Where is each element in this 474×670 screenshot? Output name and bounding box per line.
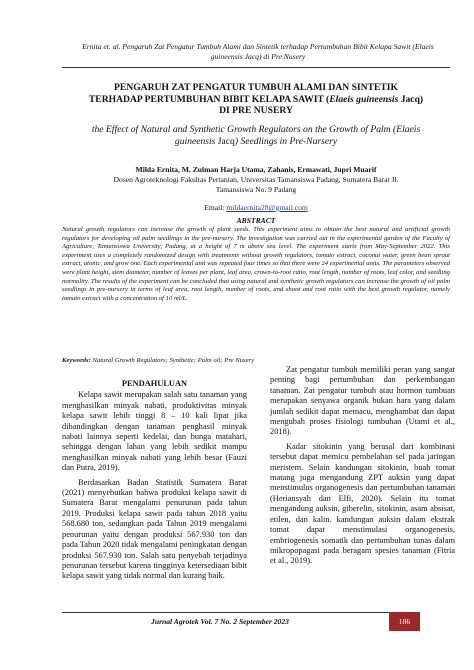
footer-journal: Jurnal Agrotek Vol. 7 No. 2 September 2023 bbox=[151, 617, 289, 626]
paper-title bbox=[58, 82, 454, 117]
title-species: Elaeis guineensis bbox=[329, 93, 399, 105]
section-heading: PENDAHULUAN bbox=[121, 379, 188, 388]
paragraph: Berdasarkan Badan Statistik Sumatera Barat (2021) menyebutkan bahwa produksi kelapa sawit di Sumatera Barat mengalami penurunan pada tahun 2019. Produksi kelapa sawit pada tahun 2018 yaitu 568.680 ton, sedangkan pada Tahun 2019 mengalami penurunan yaitu dengan produksi 567.930 ton dan pada Tahun 2020 tidak mengalami peningkatan dengan produksi 567.930 ton. Salah satu penyebab terjadinya penurunan tersebut karena tingginya ketersediaan bibit kelapa sawit yang tidak normal dan kurang baik. bbox=[62, 477, 247, 581]
title-line-3: DI PRE NUSERY bbox=[219, 105, 293, 116]
footer-rule bbox=[62, 612, 389, 613]
header-rule bbox=[62, 67, 450, 68]
email-line bbox=[62, 203, 450, 213]
paragraph: Zat pengatur tumbuh memiliki peran yang sangat penting bagi pertumbuhan dan perkembangan tanaman. Zat pengatur tumbuh atau hormon tumbuan merupakan senyawa organik bukan hara yang dalam jumlah sedikit dapat memacu, menghambat dan dapat mengubah proses fisiologi tumbuhan (Utami et al., 2018). bbox=[270, 365, 455, 437]
left-column bbox=[62, 377, 247, 586]
abstract-heading: ABSTRACT bbox=[236, 216, 276, 225]
title-line-1: PENGARUH ZAT PENGATUR TUMBUH ALAMI DAN SINTETIK bbox=[114, 82, 398, 93]
subtitle-line-2 bbox=[62, 136, 450, 148]
paragraph: Kadar sitokinin yang berasal dari kombinasi tersebut dapat memicu pembelahan sel pada jaringan meristem. Selain kandungan sitokinin, buah tomat matang juga mengandung ZPT auksin yang dapat menstimulus organogenesis dan pertumbuhan tanaman (Heriansyah dan Elfi, 2020). Selain itu tomat mengandung auksin, giberelin, sitokinin, asam absisat, etilen, dan kalin. kandungan auksin dalam ekstrak tomat dapat menstimulasi organogenesis, embriogenesis somatik dan pertumbuhan tunas dalam mikropopagasi pada beragam spesies tanaman (Fitria et al., 2019). bbox=[270, 441, 455, 566]
right-column bbox=[270, 365, 455, 571]
page-number: 186 bbox=[398, 617, 411, 626]
abstract-text: Natural growth regulators can increase the growth of plant seeds. This experiment aims to obtain the best natural and artificial growth regulators for developing oil palm seedlings in the pre-nursery. The investigation was carried out in the experimental garden of the Faculty of Agriculture, Tamansiswa University, Padang, at a height of 7 m above sea level. The experiment starts from May-September 2022. This experiment uses a completely randomized design with treatments without growth regulators, tomato extract, coconut water, green bean sprout extract, atonic, and grow one. Each experimental unit was repeated four times so that there were 24 experimental units. The parameters observed were plant height, stem diameter, number of leaves per plant, leaf area, crown-to-root ratio, root length, number of roots, leaf color, and seedling normality. The results of the experiment can be concluded that using natural and synthetic growth regulators can increase the growth of oil palm seedlings in pre-nursery in terms of leaf area, root length, number of roots, and shoot and root ratio with the best growth regulator, namely tomato extract with a concentration of 10 ml/L. bbox=[62, 226, 450, 302]
affiliation bbox=[62, 175, 450, 194]
subtitle-jacq: Jacq bbox=[215, 135, 235, 147]
subtitle-species: guineensis bbox=[174, 135, 216, 147]
keywords-text: Natural Growth Regulators; Synthetic; Palm oil; Pre Nusery bbox=[90, 357, 255, 364]
title-line-2 bbox=[58, 94, 454, 106]
running-header: Ernita et. al. Pengaruh Zat Pengatur Tumbuh Alami dan Sintetik terhadap Pertumbuhan Bibit Kelapa Sawit (Elaeis guineensis Jacq) di Pre Nusery bbox=[82, 42, 434, 61]
subtitle-tail: ) Seedlings in Pre-Nursery bbox=[234, 135, 338, 147]
paragraph: Kelapa sawit merupakan salah satu tanaman yang menghasilkan minyak nabati, produktivitas minyak kelapa sawit lebih tinggi 8 – 10 kali lipat jika dibandingkan dengan tanaman penghasil minyak nabati lainnya seperti kedelai, dan bunga matahari, sehingga dengan lahan yang lebih sedikit mampu menghasilkan minyak nabati yang lebih besar (Fauzi dan Putra, 2019). bbox=[62, 390, 247, 473]
affiliation-line-1: Dosen Agroteknologi Fakultas Pertanian, Universitas Tamansiswa Padang, Sumatera Barat Jl. bbox=[113, 175, 399, 184]
email-label: Email: bbox=[204, 203, 227, 212]
english-title bbox=[62, 124, 450, 147]
title-line-2-post: Jacq) bbox=[398, 93, 424, 105]
affiliation-line-2: Tamansiswa No. 9 Padang bbox=[215, 184, 297, 194]
email-link[interactable]: mildaernita28@gmail.com bbox=[226, 203, 308, 212]
subtitle-line-1: the Effect of Natural and Synthetic Growth Regulators on the Growth of Palm (Elaeis bbox=[91, 124, 421, 135]
page-number-badge bbox=[389, 612, 420, 631]
authors: Milda Ernita, M. Zulman Harja Utama, Zahanis, Ermawati, Jupri Muarif bbox=[135, 165, 377, 174]
title-line-2-pre: TERHADAP PERTUMBUHAN BIBIT KELAPA SAWIT ( bbox=[88, 93, 330, 105]
keywords-label: Keywords: bbox=[62, 357, 91, 364]
